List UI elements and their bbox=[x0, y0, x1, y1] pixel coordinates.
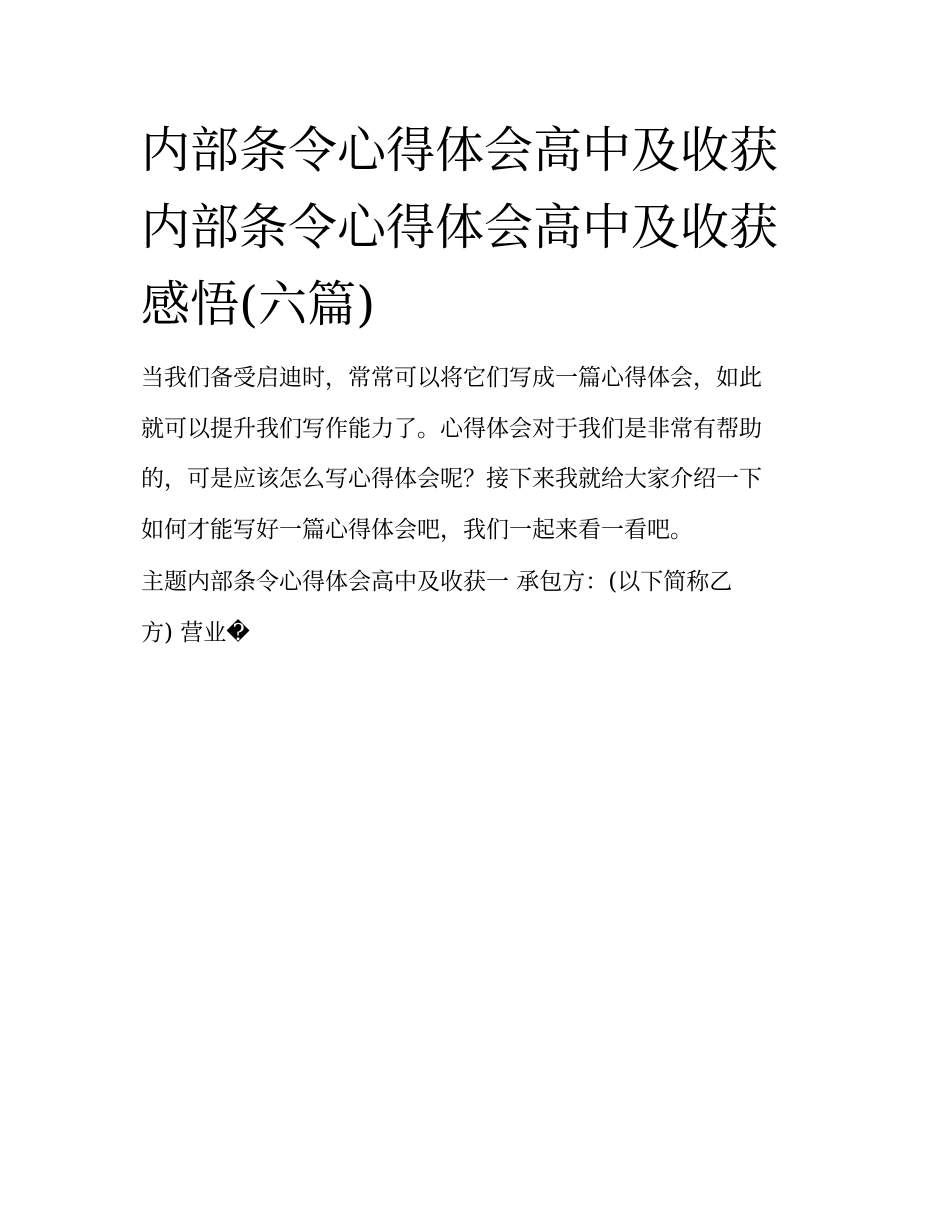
section-line-2: 方) 营业� bbox=[141, 619, 250, 646]
intro-line-2: 就可以提升我们写作能力了。心得体会对于我们是非常有帮助 bbox=[141, 415, 762, 442]
intro-paragraph bbox=[141, 353, 821, 555]
section-line-1: 主题内部条令心得体会高中及收获一 承包方：(以下简称乙 bbox=[141, 569, 733, 595]
title-line-3: 感悟(六篇) bbox=[141, 276, 376, 333]
title-line-1: 内部条令心得体会高中及收获 bbox=[141, 122, 779, 179]
intro-line-4: 如何才能写好一篇心得体会吧，我们一起来看一看吧。 bbox=[141, 516, 693, 543]
document-title bbox=[141, 112, 821, 343]
title-line-2: 内部条令心得体会高中及收获 bbox=[141, 199, 779, 256]
section-paragraph bbox=[141, 557, 821, 658]
intro-line-3: 的，可是应该怎么写心得体会呢？接下来我就给大家介绍一下 bbox=[141, 466, 762, 492]
intro-line-1: 当我们备受启迪时，常常可以将它们写成一篇心得体会，如此 bbox=[141, 365, 762, 391]
document-content bbox=[141, 112, 821, 658]
